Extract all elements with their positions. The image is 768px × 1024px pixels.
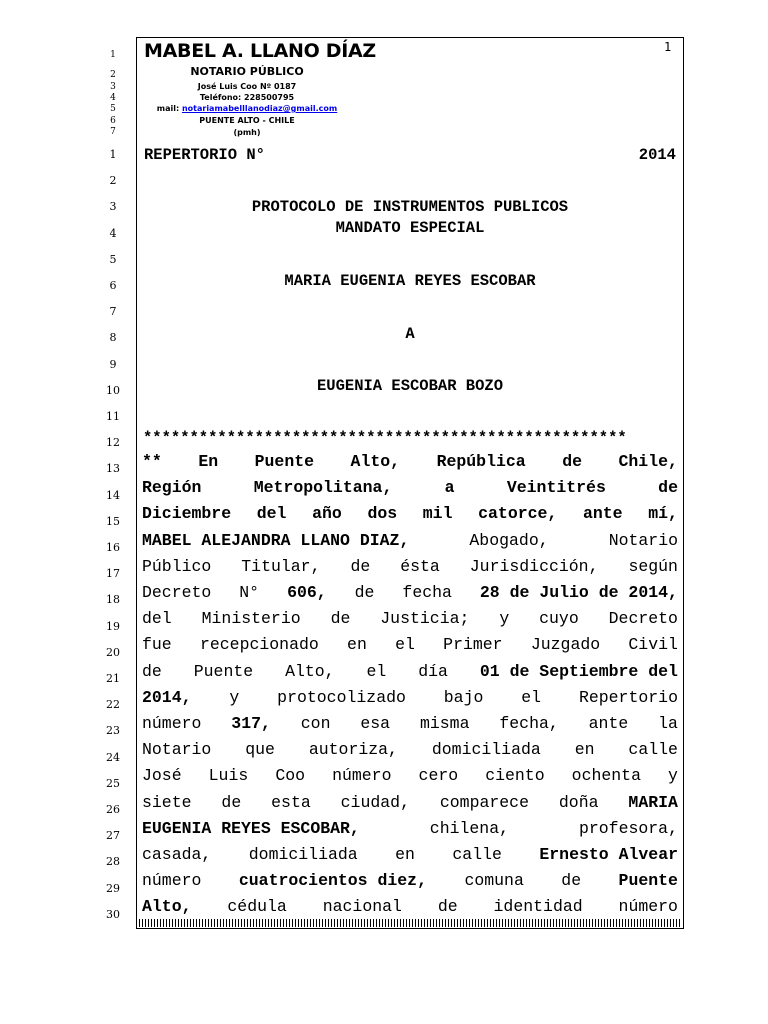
line-number: 10	[106, 383, 120, 397]
body-word: día	[418, 661, 448, 681]
body-word: fecha,	[499, 714, 559, 733]
body-word: y	[229, 687, 240, 707]
body-text-line	[142, 871, 678, 890]
line-number: 14	[106, 488, 120, 502]
body-word: que	[245, 740, 275, 760]
body-word: de	[658, 478, 678, 498]
body-word: En	[198, 452, 219, 471]
body-word: José	[142, 766, 182, 786]
body-word: domiciliada	[431, 740, 541, 760]
body-text-line	[142, 504, 678, 523]
body-word: en	[574, 740, 595, 760]
line-number: 24	[106, 750, 120, 764]
body-text-line	[142, 688, 678, 707]
body-word: 28 de Julio de 2014,	[479, 583, 678, 602]
line-number: 21	[106, 672, 120, 685]
body-word: nacional	[322, 897, 402, 917]
body-word: y	[668, 766, 678, 786]
body-word: Jurisdicción,	[469, 556, 599, 576]
body-word: Juzgado	[530, 635, 601, 655]
notary-address: José Luis Coo Nº 0187	[197, 82, 297, 91]
body-word: fue	[142, 635, 172, 655]
body-word: Notario	[608, 530, 678, 550]
body-text-line	[142, 897, 678, 916]
body-word: en	[395, 845, 415, 864]
body-text-line	[142, 531, 678, 550]
notary-name: MABEL A. LLANO DÍAZ	[144, 40, 376, 62]
line-number: 11	[106, 410, 120, 423]
line-number: 19	[106, 619, 120, 633]
line-number: 5	[109, 252, 117, 266]
body-word: chilena,	[429, 818, 510, 838]
header-line-number: 7	[110, 127, 116, 137]
header-line-number: 3	[110, 82, 116, 92]
body-word: Región	[142, 478, 202, 498]
bottom-hatch-line	[139, 919, 681, 927]
notary-title: NOTARIO PÚBLICO	[190, 65, 304, 78]
header-line-number: 2	[110, 70, 116, 80]
notary-phone: Teléfono: 228500795	[199, 93, 295, 102]
body-text-line	[142, 609, 678, 628]
body-word: profesora,	[578, 818, 678, 838]
body-word: en	[347, 635, 367, 655]
body-text-line	[142, 714, 678, 733]
body-word: Luis	[208, 766, 249, 786]
grantor-name: MARIA EUGENIA REYES ESCOBAR	[284, 272, 536, 290]
line-number: 12	[106, 436, 120, 450]
body-text-line	[142, 635, 678, 654]
body-word: **	[142, 452, 162, 471]
body-word: de	[330, 609, 351, 629]
protocol-title: PROTOCOLO DE INSTRUMENTOS PUBLICOS	[251, 198, 569, 216]
line-number: 22	[106, 698, 120, 712]
body-word: Puente	[618, 871, 678, 891]
mail-link[interactable]: notariamabelllanodiaz@gmail.com	[181, 104, 338, 113]
repertorio-year: 2014	[638, 146, 676, 164]
body-word: 317,	[231, 714, 271, 733]
body-word: de	[562, 452, 582, 471]
line-number: 23	[106, 724, 120, 738]
body-word: número	[618, 897, 678, 917]
body-word: mil	[422, 504, 453, 524]
body-word: MABEL ALEJANDRA LLANO DIAZ,	[142, 530, 410, 550]
body-word: del	[256, 504, 287, 524]
body-text-line	[142, 845, 678, 864]
body-word: cuatrocientos diez,	[238, 871, 427, 891]
body-word: 01 de Septiembre del	[479, 661, 678, 681]
body-text-line	[142, 662, 678, 681]
body-text-line	[142, 740, 678, 759]
body-word: el	[521, 687, 542, 707]
body-word: comuna	[464, 871, 524, 891]
body-word: a	[444, 478, 455, 498]
body-word: 2014,	[142, 687, 192, 707]
body-word: Ernesto Alvear	[539, 845, 678, 864]
body-word: domiciliada	[248, 845, 358, 864]
body-word: esa	[360, 714, 391, 733]
body-word: de	[561, 871, 582, 891]
body-word: República	[436, 452, 526, 471]
body-word: recepcionado	[199, 635, 319, 655]
line-number: 4	[109, 226, 117, 240]
body-word: año	[312, 504, 342, 524]
body-word: catorce,	[478, 504, 558, 524]
body-text-line	[142, 557, 678, 576]
body-word: Decreto	[608, 609, 678, 629]
separator-line: ****************************************************	[143, 429, 627, 447]
body-word: bajo	[443, 687, 484, 707]
body-word: calle	[628, 740, 678, 760]
body-text-line	[142, 452, 678, 471]
body-word: siete	[142, 792, 192, 812]
body-text-line	[142, 478, 678, 497]
body-word: Público	[142, 556, 212, 576]
body-word: misma	[419, 714, 470, 733]
line-number: 15	[106, 514, 120, 528]
header-line-number: 1	[110, 50, 116, 60]
body-word: Alto,	[142, 897, 192, 917]
line-number: 25	[106, 776, 120, 790]
body-word: de	[437, 897, 458, 917]
body-word: Abogado,	[469, 530, 549, 550]
body-word: ésta	[400, 556, 440, 576]
line-number: 1	[109, 148, 117, 161]
body-word: cero	[418, 766, 459, 786]
body-word: Justicia;	[380, 609, 470, 629]
body-word: Decreto	[142, 583, 212, 602]
body-word: identidad	[493, 897, 583, 917]
body-word: Coo	[275, 766, 306, 786]
body-word: la	[658, 714, 678, 733]
body-word: 606,	[287, 583, 327, 602]
body-word: Veintitrés	[506, 478, 606, 498]
body-word: y	[499, 609, 510, 629]
body-word: Puente	[193, 661, 254, 681]
body-word: doña	[558, 792, 599, 812]
body-word: Alto,	[285, 661, 335, 681]
body-word: según	[628, 556, 678, 576]
grantee-name: EUGENIA ESCOBAR BOZO	[316, 377, 504, 395]
body-word: Ministerio	[201, 609, 301, 629]
body-text-line	[142, 583, 678, 602]
body-word: autoriza,	[308, 740, 398, 760]
body-word: N°	[239, 583, 260, 602]
notary-city: PUENTE ALTO - CHILE	[199, 116, 295, 125]
body-word: Notario	[142, 740, 212, 760]
line-number: 9	[109, 357, 117, 371]
body-word: Civil	[628, 635, 678, 655]
body-text-line	[142, 793, 678, 812]
body-word: de	[350, 556, 371, 576]
line-number: 13	[106, 462, 120, 476]
body-word: Alto,	[350, 452, 401, 471]
body-word: del	[142, 609, 172, 629]
body-word: ciudad,	[340, 792, 410, 812]
body-word: ochenta	[571, 766, 641, 786]
body-word: cuyo	[539, 609, 579, 629]
line-number: 6	[109, 279, 117, 292]
line-number: 18	[106, 593, 120, 607]
body-word: cédula	[227, 897, 287, 917]
body-word: dos	[367, 504, 398, 524]
body-word: Metropolitana,	[253, 478, 393, 498]
repertorio-label: REPERTORIO N°	[144, 146, 265, 164]
body-word: mí,	[648, 504, 678, 524]
line-number: 28	[106, 855, 120, 869]
page-number: 1	[664, 40, 672, 54]
body-word: Puente	[254, 452, 315, 471]
line-number: 3	[109, 200, 117, 214]
body-word: de	[142, 661, 162, 681]
body-word: casada,	[142, 845, 212, 864]
line-number: 17	[106, 567, 120, 581]
repertorio-line	[144, 146, 676, 164]
line-number: 8	[109, 331, 117, 345]
body-word: el	[366, 661, 387, 681]
body-word: Primer	[443, 635, 503, 655]
notary-initials: (pmh)	[233, 128, 261, 137]
document-type: MANDATO ESPECIAL	[335, 219, 485, 237]
body-word: de	[221, 792, 242, 812]
line-number: 20	[106, 645, 120, 659]
body-word: Titular,	[241, 556, 321, 576]
line-number: 16	[106, 541, 120, 554]
body-word: esta	[271, 792, 311, 812]
body-word: número	[142, 714, 202, 733]
line-number: 26	[106, 803, 120, 816]
body-word: número	[332, 766, 392, 786]
body-word: ante	[588, 714, 629, 733]
body-word: ciento	[485, 766, 545, 786]
header-line-number: 6	[110, 116, 116, 126]
body-text-line	[142, 819, 678, 838]
body-word: Diciembre	[142, 504, 232, 524]
mail-label: mail:	[156, 104, 180, 113]
body-word: protocolizado	[277, 687, 406, 707]
body-word: con	[300, 714, 331, 733]
line-number: 29	[106, 881, 120, 895]
body-text-line	[142, 766, 678, 785]
body-word: EUGENIA REYES ESCOBAR,	[142, 818, 360, 838]
body-word: Repertorio	[578, 687, 678, 707]
header-line-number: 5	[110, 104, 116, 114]
line-number: 7	[109, 305, 117, 319]
body-word: número	[142, 871, 202, 891]
line-number: 30	[106, 907, 120, 921]
body-word: el	[395, 635, 415, 655]
body-word: calle	[452, 845, 502, 864]
body-word: Chile,	[618, 452, 678, 471]
notary-mail	[144, 104, 350, 113]
header-line-number: 4	[110, 93, 116, 103]
body-word: de	[354, 583, 375, 602]
line-number: 27	[106, 829, 120, 843]
body-word: comparece	[439, 792, 529, 812]
body-word: MARIA	[628, 792, 678, 812]
connector: A	[405, 325, 415, 343]
body-word: ante	[582, 504, 623, 524]
line-number: 2	[109, 174, 117, 188]
body-word: fecha	[402, 583, 452, 602]
